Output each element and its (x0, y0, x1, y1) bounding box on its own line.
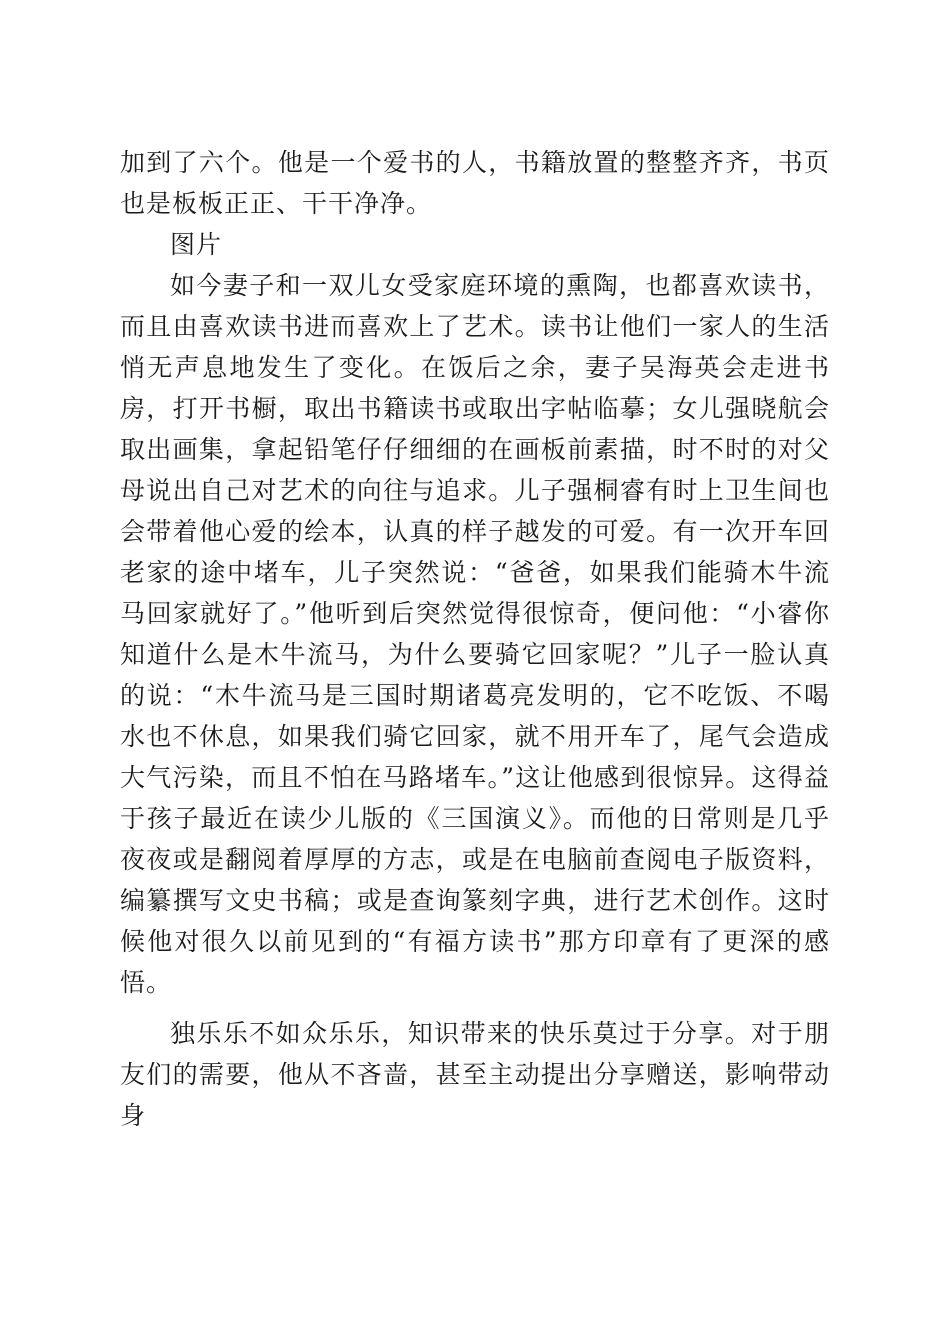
paragraph-family-reading: 如今妻子和一双儿女受家庭环境的熏陶，也都喜欢读书，而且由喜欢读书进而喜欢上了艺术。读书让他们一家人的生活悄无声息地发生了变化。在饭后之余，妻子吴海英会走进书房，打开书橱，取出书籍读书或取出字帖临摹；女儿强晓航会取出画集，拿起铅笔仔仔细细的在画板前素描，时不时的对父母说出自己对艺术的向往与追求。儿子强桐睿有时上卫生间也会带着他心爱的绘本，认真的样子越发的可爱。有一次开车回老家的途中堵车，儿子突然说：“爸爸，如果我们能骑木牛流马回家就好了。”他听到后突然觉得很惊奇，便问他：“小睿你知道什么是木牛流马，为什么要骑它回家呢？”儿子一脸认真的说：“木牛流马是三国时期诸葛亮发明的，它不吃饭、不喝水也不休息，如果我们骑它回家，就不用开车了，尾气会造成大气污染，而且不怕在马路堵车。”这让他感到很惊异。这得益于孩子最近在读少儿版的《三国演义》。而他的日常则是几乎夜夜或是翻阅着厚厚的方志，或是在电脑前查阅电子版资料，编纂撰写文史书稿；或是查询篆刻字典，进行艺术创作。这时候他对很久以前见到的“有福方读书”那方印章有了更深的感悟。 (120, 271, 830, 997)
paragraph-sharing: 独乐乐不如众乐乐，知识带来的快乐莫过于分享。对于朋友们的需要，他从不吝啬，甚至主动提出分享赠送，影响带动身 (120, 1019, 830, 1130)
paragraph-continued: 加到了六个。他是一个爱书的人，书籍放置的整整齐齐，书页也是板板正正、干干净净。 (120, 148, 830, 218)
document-body (120, 142, 830, 1136)
image-placeholder-label: 图片 (170, 230, 223, 259)
